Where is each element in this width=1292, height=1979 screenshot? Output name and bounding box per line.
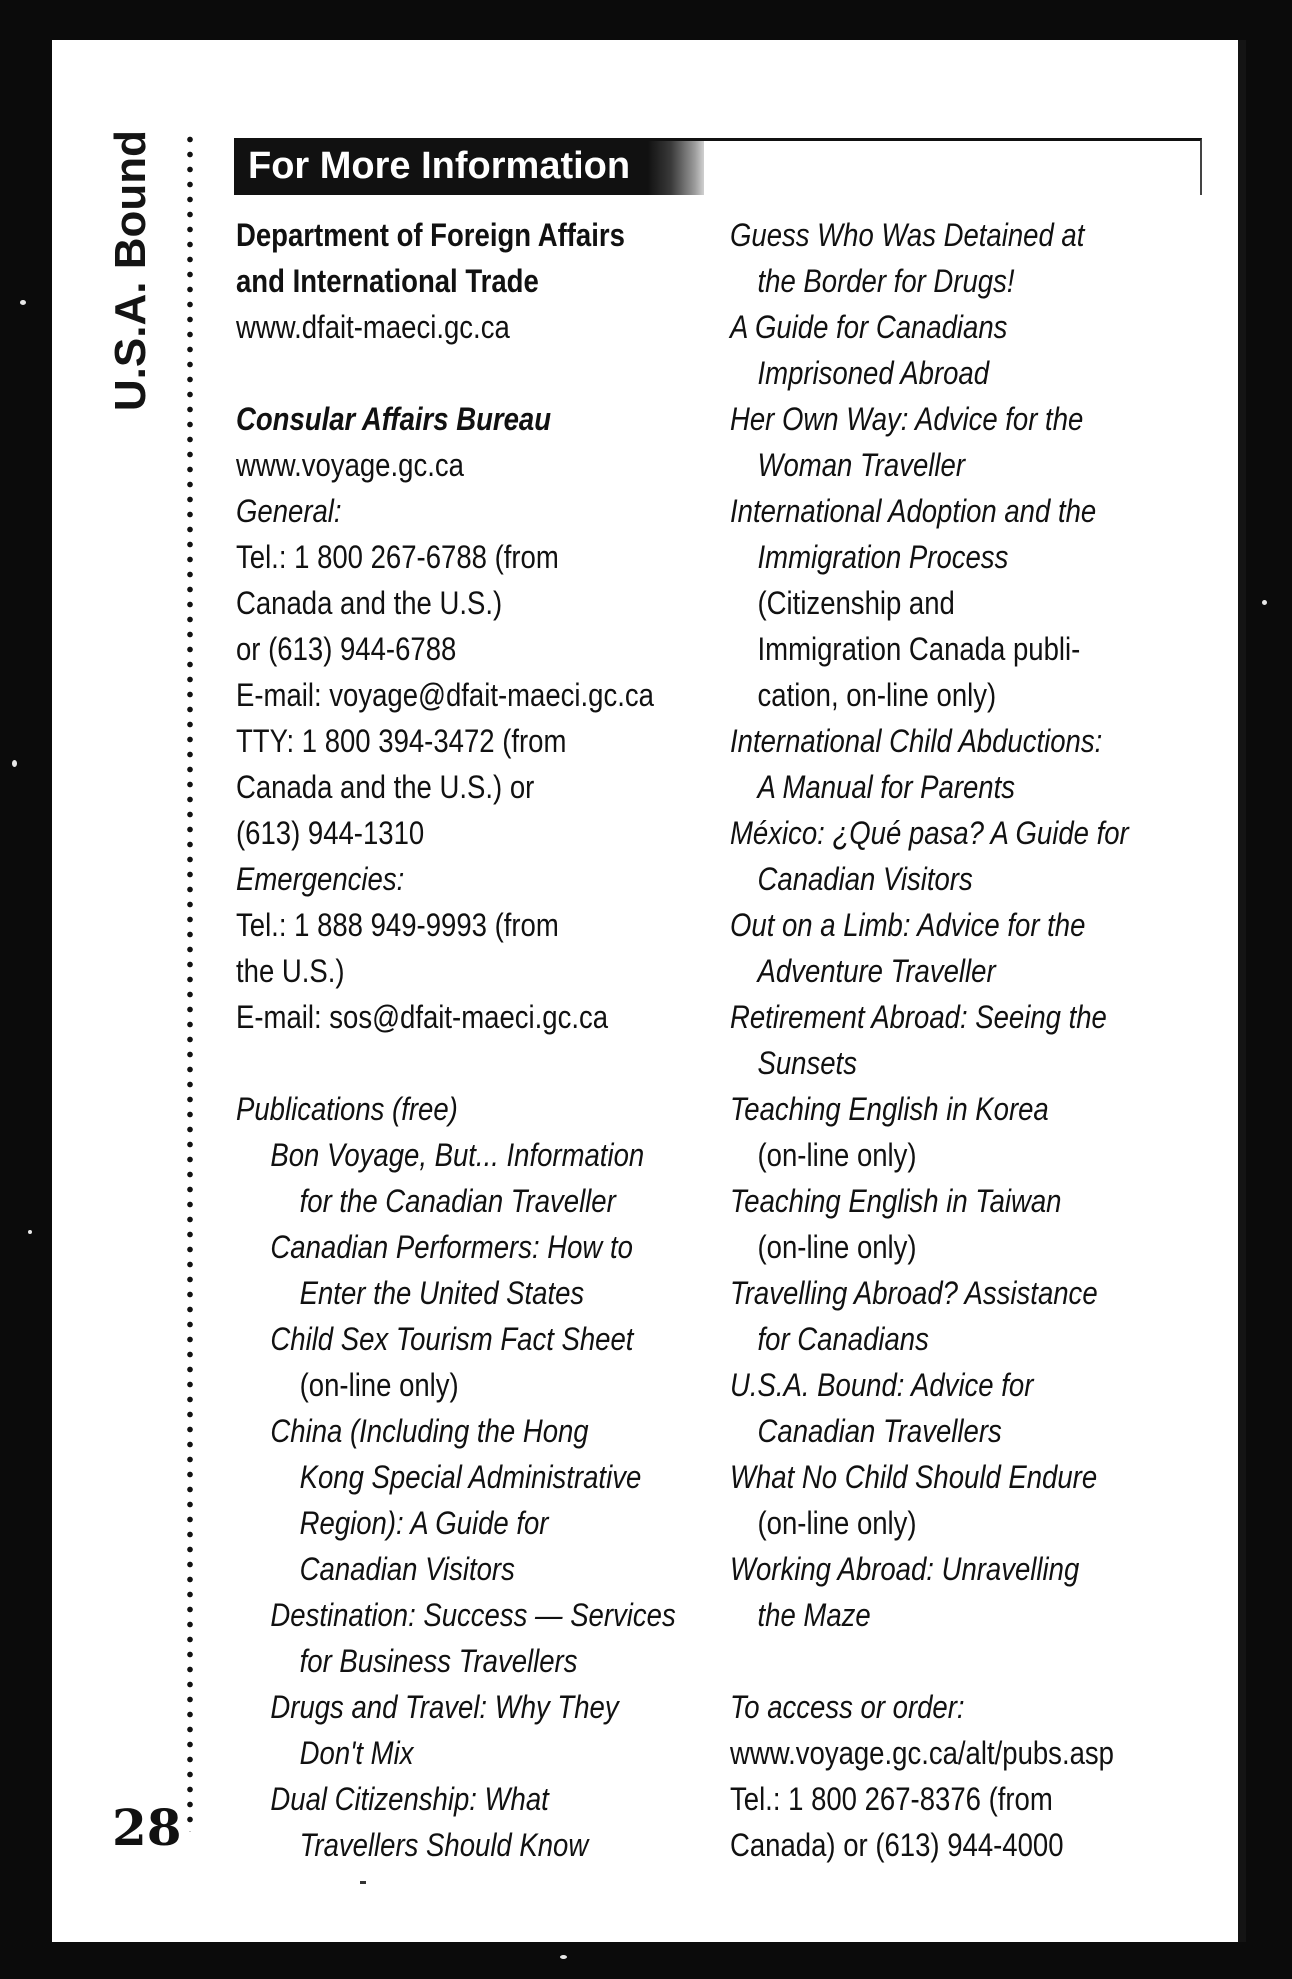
contact-line: Tel.: 1 800 267-6788 (from bbox=[236, 539, 559, 575]
publication-title: for the Canadian Traveller bbox=[299, 1183, 616, 1219]
publication-item bbox=[236, 1592, 706, 1684]
section-banner bbox=[234, 138, 1202, 195]
publication-title: Teaching English in Korea bbox=[730, 1091, 1049, 1127]
bureau-name: Consular Affairs Bureau bbox=[236, 401, 552, 437]
department-name: Department of Foreign Affairs bbox=[236, 217, 625, 253]
publication-item bbox=[730, 396, 1200, 488]
publication-title: Canadian Visitors bbox=[299, 1551, 515, 1587]
publication-item bbox=[730, 1270, 1200, 1362]
publication-title: Out on a Limb: Advice for the bbox=[730, 907, 1086, 943]
publication-title: Adventure Traveller bbox=[757, 953, 996, 989]
contact-line: Canada and the U.S.) or bbox=[236, 769, 535, 805]
right-column bbox=[730, 212, 1200, 1868]
publication-title: Canadian Performers: How to bbox=[270, 1229, 633, 1265]
contact-line: the U.S.) bbox=[236, 953, 345, 989]
publication-title: Region): A Guide for bbox=[299, 1505, 549, 1541]
publication-item bbox=[730, 718, 1200, 810]
general-label: General: bbox=[236, 493, 342, 529]
scan-noise bbox=[560, 1955, 567, 1959]
publication-title: México: ¿Qué pasa? A Guide for bbox=[730, 815, 1129, 851]
emergencies-label: Emergencies: bbox=[236, 861, 405, 897]
scan-noise bbox=[12, 760, 17, 767]
access-label: To access or order: bbox=[730, 1689, 965, 1725]
department-name: and International Trade bbox=[236, 263, 539, 299]
contact-line: Tel.: 1 888 949-9993 (from bbox=[236, 907, 559, 943]
scan-mark bbox=[360, 1881, 366, 1884]
banner-box bbox=[234, 141, 704, 195]
contact-line: E-mail: voyage@dfait-maeci.gc.ca bbox=[236, 677, 654, 713]
publication-item bbox=[730, 1454, 1200, 1546]
publication-item bbox=[236, 1132, 706, 1224]
publication-item bbox=[236, 1224, 706, 1316]
publication-title: Enter the United States bbox=[299, 1275, 585, 1311]
publication-title: Guess Who Was Detained at bbox=[730, 217, 1085, 253]
publication-title: Retirement Abroad: Seeing the bbox=[730, 999, 1107, 1035]
publication-item bbox=[730, 810, 1200, 902]
publication-title: Kong Special Administrative bbox=[299, 1459, 642, 1495]
contact-line: (613) 944-1310 bbox=[236, 815, 425, 851]
section-title: For More Information bbox=[248, 145, 631, 187]
contact-line: TTY: 1 800 394-3472 (from bbox=[236, 723, 567, 759]
publication-item bbox=[730, 994, 1200, 1086]
publication-item bbox=[730, 1362, 1200, 1454]
publication-item bbox=[730, 902, 1200, 994]
publication-title: the Border for Drugs! bbox=[757, 263, 1015, 299]
publication-title: Woman Traveller bbox=[757, 447, 965, 483]
contact-line: Tel.: 1 800 267-8376 (from bbox=[730, 1781, 1053, 1817]
publication-item bbox=[730, 488, 1200, 718]
running-header: U.S.A. Bound bbox=[106, 130, 155, 412]
page-number: 28 bbox=[112, 1798, 182, 1857]
department-url: www.dfait-maeci.gc.ca bbox=[236, 309, 510, 345]
publication-title: U.S.A. Bound: Advice for bbox=[730, 1367, 1034, 1403]
publication-title: Canadian Visitors bbox=[757, 861, 973, 897]
publication-title: Don't Mix bbox=[299, 1735, 414, 1771]
contact-line: E-mail: sos@dfait-maeci.gc.ca bbox=[236, 999, 609, 1035]
publication-item bbox=[730, 212, 1200, 304]
contact-line: Canada) or (613) 944-4000 bbox=[730, 1827, 1064, 1863]
publication-title: Canadian Travellers bbox=[757, 1413, 1002, 1449]
contact-line: or (613) 944-6788 bbox=[236, 631, 457, 667]
publication-item bbox=[236, 1316, 706, 1408]
publication-title: Her Own Way: Advice for the bbox=[730, 401, 1084, 437]
dotted-rule bbox=[186, 132, 194, 1832]
publication-title: for Canadians bbox=[757, 1321, 929, 1357]
publication-item bbox=[236, 1408, 706, 1592]
publication-note: (on-line only) bbox=[299, 1367, 459, 1403]
publication-title: Teaching English in Taiwan bbox=[730, 1183, 1062, 1219]
publication-item bbox=[730, 304, 1200, 396]
publication-title: Sunsets bbox=[757, 1045, 857, 1081]
publication-title: for Business Travellers bbox=[299, 1643, 578, 1679]
publication-title: the Maze bbox=[757, 1597, 871, 1633]
publication-note: Immigration Canada publi- bbox=[757, 631, 1081, 667]
publication-item bbox=[236, 1776, 706, 1868]
publication-title: A Manual for Parents bbox=[757, 769, 1016, 805]
publications-label: Publications (free) bbox=[236, 1091, 458, 1127]
contact-line: Canada and the U.S.) bbox=[236, 585, 503, 621]
bureau-url: www.voyage.gc.ca bbox=[236, 447, 464, 483]
publication-item bbox=[730, 1178, 1200, 1270]
publication-title: International Child Abductions: bbox=[730, 723, 1103, 759]
publication-title: Destination: Success — Services bbox=[270, 1597, 676, 1633]
publication-title: Working Abroad: Unravelling bbox=[730, 1551, 1080, 1587]
publication-title: Travelling Abroad? Assistance bbox=[730, 1275, 1098, 1311]
publication-note: (on-line only) bbox=[757, 1137, 917, 1173]
publication-note: (on-line only) bbox=[757, 1505, 917, 1541]
publication-note: (on-line only) bbox=[757, 1229, 917, 1265]
scan-noise bbox=[1262, 600, 1267, 605]
scan-noise bbox=[28, 1230, 32, 1234]
publication-title: Imprisoned Abroad bbox=[757, 355, 990, 391]
publication-title: Drugs and Travel: Why They bbox=[270, 1689, 619, 1725]
publication-note: cation, on-line only) bbox=[757, 677, 997, 713]
publication-title: What No Child Should Endure bbox=[730, 1459, 1098, 1495]
publication-title: A Guide for Canadians bbox=[730, 309, 1008, 345]
left-column bbox=[236, 212, 706, 1868]
publication-note: (Citizenship and bbox=[757, 585, 955, 621]
publication-title: Dual Citizenship: What bbox=[270, 1781, 549, 1817]
publication-title: Child Sex Tourism Fact Sheet bbox=[270, 1321, 634, 1357]
publication-title: Travellers Should Know bbox=[299, 1827, 589, 1863]
publication-item bbox=[730, 1546, 1200, 1638]
publication-title: Bon Voyage, But... Information bbox=[270, 1137, 645, 1173]
page-edge-rule bbox=[1238, 40, 1246, 1942]
scan-noise bbox=[20, 300, 26, 305]
publication-title: International Adoption and the bbox=[730, 493, 1097, 529]
publication-item bbox=[236, 1684, 706, 1776]
publication-item bbox=[730, 1086, 1200, 1178]
publication-title: Immigration Process bbox=[757, 539, 1009, 575]
access-url: www.voyage.gc.ca/alt/pubs.asp bbox=[730, 1735, 1114, 1771]
publication-title: China (Including the Hong bbox=[270, 1413, 589, 1449]
